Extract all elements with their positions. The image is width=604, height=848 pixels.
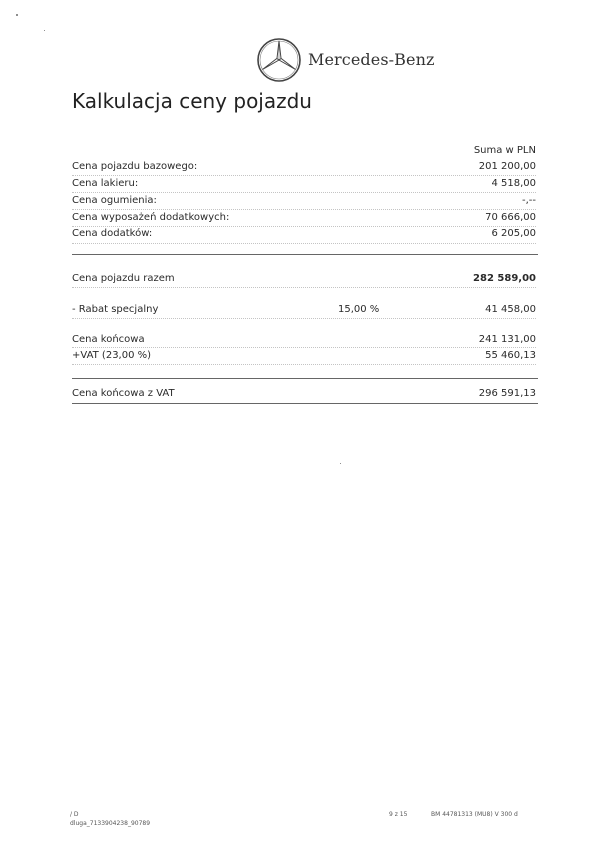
price-row: [72, 159, 536, 175]
page-title: Kalkulacja ceny pojazdu: [72, 89, 312, 113]
price-row: [72, 226, 536, 242]
final-vat-value: 296 591,13: [478, 388, 536, 399]
final-vat-row: [72, 386, 536, 402]
final-value: 241 131,00: [478, 334, 536, 345]
price-row-value: -,--: [521, 195, 536, 206]
row-divider: [72, 318, 536, 319]
price-row-label: Cena lakieru:: [72, 178, 139, 189]
price-row-value: 4 518,00: [491, 178, 536, 189]
discount-row: [72, 302, 536, 318]
vat-value: 55 460,13: [485, 350, 536, 361]
section-rule: [72, 378, 538, 379]
discount-percent: 15,00 %: [338, 304, 380, 315]
scan-speck: [340, 463, 341, 464]
scan-speck: [44, 30, 45, 31]
price-row-label: Cena pojazdu bazowego:: [72, 161, 198, 172]
total-value: 282 589,00: [473, 273, 536, 284]
vat-row: [72, 348, 536, 364]
price-row: [72, 193, 536, 209]
price-row-label: Cena dodatków:: [72, 228, 153, 239]
price-row-value: 201 200,00: [478, 161, 536, 172]
final-row: [72, 332, 536, 348]
total-row: [72, 271, 536, 287]
footer-page-number: 9 z 15: [389, 811, 408, 818]
brand-logo: [256, 37, 436, 83]
price-row-label: Cena wyposażeń dodatkowych:: [72, 212, 230, 223]
price-row-label: Cena ogumienia:: [72, 195, 157, 206]
scan-speck: [16, 14, 18, 16]
price-row: [72, 210, 536, 226]
mercedes-star-icon: [256, 37, 302, 83]
final-vat-label: Cena końcowa z VAT: [72, 388, 175, 399]
footer-document-code: BM 44781313 (MU8) V 300 d: [431, 811, 518, 818]
footer-left-bottom: dluga_7133904238_90789: [70, 820, 151, 827]
section-rule: [72, 403, 538, 404]
discount-label: - Rabat specjalny: [72, 304, 159, 315]
vat-label: +VAT (23,00 %): [72, 350, 152, 361]
price-row-value: 6 205,00: [491, 228, 536, 239]
currency-header: Suma w PLN: [473, 145, 536, 156]
footer-left-top: / D: [70, 811, 79, 818]
discount-value: 41 458,00: [485, 304, 536, 315]
final-label: Cena końcowa: [72, 334, 145, 345]
currency-header-row: [72, 143, 536, 159]
row-divider: [72, 287, 536, 288]
row-divider: [72, 364, 536, 365]
price-row-value: 70 666,00: [485, 212, 536, 223]
brand-name: Mercedes-Benz: [308, 50, 435, 69]
section-rule: [72, 254, 538, 255]
row-divider: [72, 243, 536, 244]
total-label: Cena pojazdu razem: [72, 273, 175, 284]
price-row: [72, 176, 536, 192]
